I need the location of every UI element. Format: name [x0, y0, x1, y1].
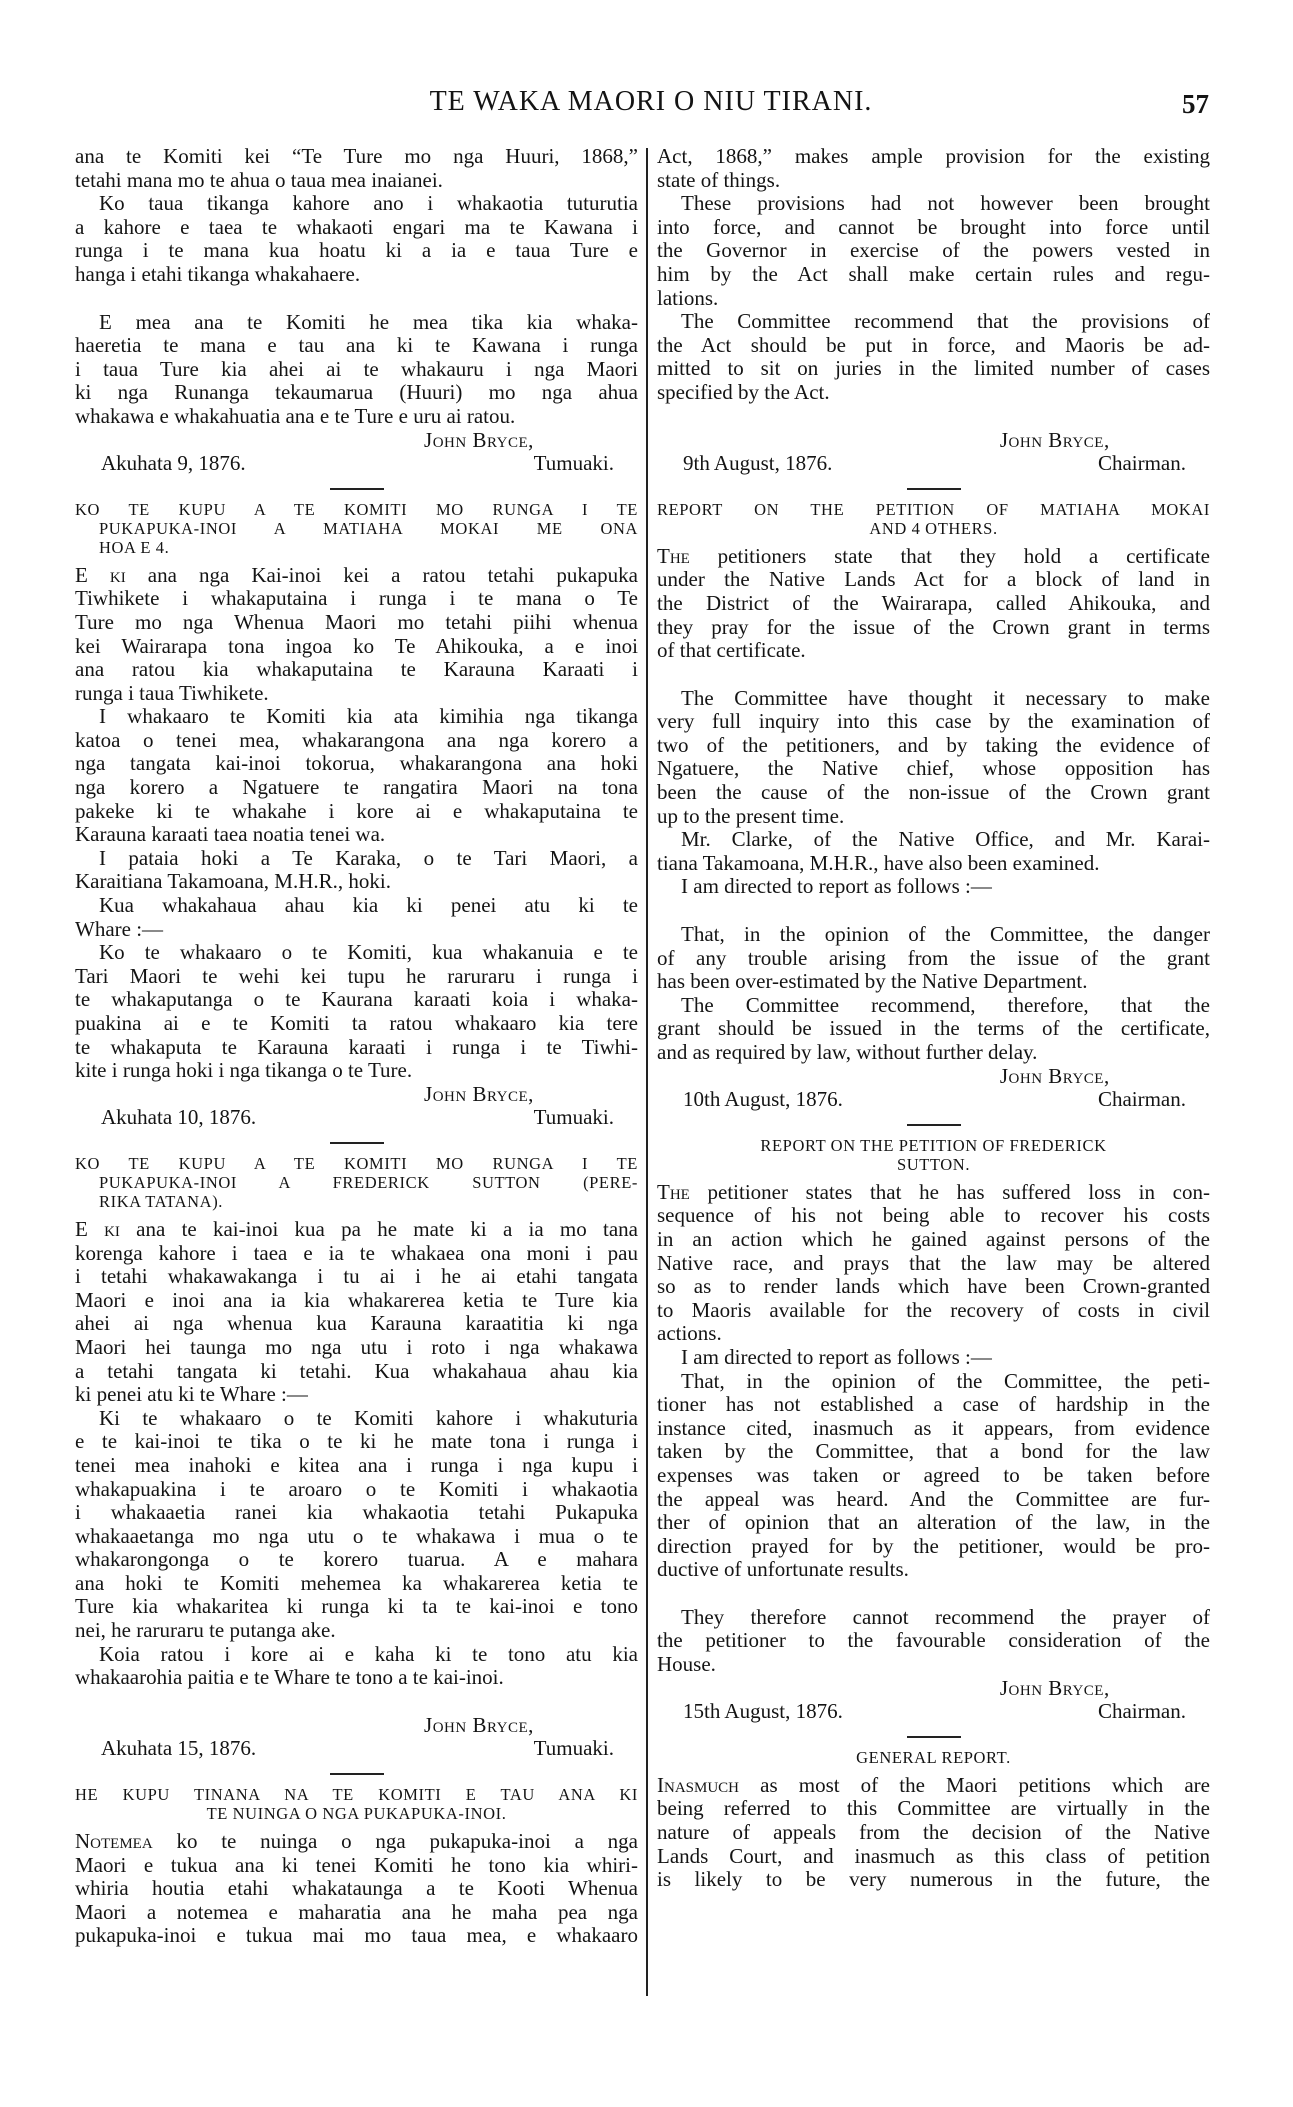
paragraph-line: they pray for the issue of the Crown grant in terms — [657, 614, 1210, 639]
paragraph-line: I whakaaro te Komiti kia ata kimihia nga tikanga — [99, 704, 638, 729]
paragraph-line-text: petitioners state that they hold a certificate — [689, 543, 1210, 568]
signature-date: Akuhata 15, 1876. — [101, 1736, 257, 1761]
section-heading-line: HE KUPU TINANA NA TE KOMITI E TAU ANA KI — [75, 1785, 638, 1805]
paragraph-line: korenga kahore i taea e ia te whakaea ona moni i pau — [75, 1240, 638, 1265]
paragraph — [75, 705, 638, 847]
paragraph-line — [75, 564, 638, 588]
signature-date: 15th August, 1876. — [683, 1699, 843, 1724]
paragraph-line — [657, 545, 1210, 569]
paragraph-line: under the Native Lands Act for a block of land in — [657, 567, 1210, 592]
paragraph-line: taken by the Committee, that a bond for the law — [657, 1439, 1210, 1464]
paragraph-line: in an action which he gained against persons of the — [657, 1226, 1210, 1251]
section-heading — [657, 1748, 1210, 1767]
section-heading — [657, 500, 1210, 538]
paragraph — [75, 941, 638, 1083]
paragraph-line: ana hoki te Komiti mehemea ka whakarerea ketia te — [75, 1570, 638, 1595]
paragraph — [75, 1218, 638, 1407]
paragraph-line: nga tangata kai-inoi tokorua, whakarangona ana hoki — [75, 751, 638, 776]
paragraph-line: been the cause of the non-issue of the Crown grant — [657, 780, 1210, 805]
paragraph-line: ana ratou kia whakaputaina te Karauna Karaati i — [75, 657, 638, 682]
signature-name: John Bryce, — [999, 427, 1110, 452]
paragraph-line: mitted to sit on juries in the limited number of cases — [657, 356, 1210, 381]
paragraph-line: Karaitiana Takamoana, M.H.R., hoki. — [75, 869, 391, 894]
signature-date-row — [657, 452, 1210, 476]
section-heading — [75, 1154, 638, 1211]
signature-date: Akuhata 10, 1876. — [101, 1105, 257, 1130]
paragraph-line: of any trouble arising from the issue of the grant — [657, 945, 1210, 970]
section-rule — [330, 1142, 384, 1144]
paragraph — [657, 828, 1210, 875]
signature-name: John Bryce, — [999, 1675, 1110, 1700]
paragraph-line: is likely to be very numerous in the future, the — [657, 1867, 1210, 1892]
paragraph-line: Whare :— — [75, 916, 164, 941]
page-header — [0, 84, 1293, 120]
paragraph-line: House. — [657, 1652, 716, 1677]
paragraph-line: the Act should be put in force, and Maoris be ad- — [657, 332, 1210, 357]
signature-name: John Bryce, — [424, 1081, 534, 1106]
paragraph — [657, 1774, 1210, 1892]
paragraph-line: Ture mo nga Whenua Maori mo tetahi piihi whenua — [75, 609, 638, 634]
paragraph — [657, 545, 1210, 663]
paragraph-line: Ture kia whakaritea ki runga ki ta te kai-inoi e tono — [75, 1594, 638, 1619]
paragraph-line: Tiwhikete i whakaputaina i runga i te mana o Te — [75, 586, 638, 611]
section-heading-line: TE NUINGA O NGA PUKAPUKA-INOI. — [206, 1804, 507, 1824]
signature-name: John Bryce, — [424, 1712, 534, 1737]
left-column — [75, 145, 638, 1948]
paragraph-line: ki nga Runanga tekaumarua (Huuri) mo nga ahua — [75, 380, 638, 405]
paragraph-line: whiria houtia etahi whakataunga a te Kooti Whenua — [75, 1876, 638, 1901]
signature-date-row — [75, 1106, 638, 1130]
paragraph-line: whakaaetanga mo nga utu o te whakawa i mua o te — [75, 1523, 638, 1548]
paragraph-line: The Committee recommend that the provisions of — [681, 309, 1210, 334]
paragraph-line: Maori hei taunga mo nga utu i roto i nga whakawa — [75, 1334, 638, 1359]
section-heading-line: KO TE KUPU A TE KOMITI MO RUNGA I TE — [75, 499, 638, 519]
paragraph-line: up to the present time. — [657, 803, 845, 828]
paragraph-line: whakarongonga o te korero tuarua. A e mahara — [75, 1547, 638, 1572]
paragraph — [657, 994, 1210, 1065]
paragraph-line-text: ana nga Kai-inoi kei a ratou tetahi pukapuka — [125, 562, 639, 587]
signature-block — [657, 1065, 1210, 1112]
section-rule — [907, 1736, 961, 1738]
paragraph-line: I am directed to report as follows :— — [681, 1344, 992, 1369]
paragraph-line: the petitioner to the favourable consideration of the — [657, 1628, 1210, 1653]
paragraph — [657, 1606, 1210, 1677]
paragraph-line: very full inquiry into this case by the examination of — [657, 709, 1210, 734]
paragraph — [657, 1346, 1210, 1370]
paragraph — [657, 1181, 1210, 1346]
paragraph — [75, 564, 638, 706]
paragraph-line: te whakaputanga o te Kaurana karaati koia i whaka- — [75, 987, 638, 1012]
paragraph — [657, 923, 1210, 994]
paragraph-line: the appeal was heard. And the Committee are fur- — [657, 1486, 1210, 1511]
paragraph-lead-word: Inasmuch — [657, 1772, 740, 1797]
paragraph-line: i taua Ture kia ahei ai te whakauru i nga Maori — [75, 356, 638, 381]
paragraph-line: Lands Court, and inasmuch as this class of petition — [657, 1843, 1210, 1868]
section-heading-line: REPORT ON THE PETITION OF MATIAHA MOKAI — [657, 499, 1210, 519]
paragraph-line: Ngatuere, the Native chief, whose opposition has — [657, 756, 1210, 781]
paragraph-line: has been over-estimated by the Native Department. — [657, 969, 1088, 994]
section-rule — [330, 488, 384, 490]
paragraph-line: hanga i etahi tikanga whakahaere. — [75, 261, 361, 286]
paragraph-line: ahei ai nga whenua kua Karauna karaatitia ki nga — [75, 1311, 638, 1336]
signature-block — [657, 1677, 1210, 1724]
paragraph-lead-word: E ki — [75, 1216, 120, 1241]
signature-date-row — [75, 1737, 638, 1761]
section-heading-line: REPORT ON THE PETITION OF FREDERICK — [760, 1135, 1107, 1155]
paragraph-line: runga i taua Tiwhikete. — [75, 680, 269, 705]
paragraph-line: Ki te whakaaro o te Komiti kahore i whakuturia — [99, 1405, 638, 1430]
paragraph-lead-word: The — [657, 1179, 690, 1204]
paragraph-line: tenei mea inahoki e kitea ana i runga i nga kupu i — [75, 1452, 638, 1477]
section-heading-line: PUKAPUKA-INOI A FREDERICK SUTTON (PERE- — [99, 1172, 638, 1192]
section-heading-line: SUTTON. — [896, 1154, 971, 1174]
paragraph-line: Maori e inoi ana ia kia whakarerea ketia te Ture kia — [75, 1287, 638, 1312]
paragraph-line: E mea ana te Komiti he mea tika kia whaka- — [99, 309, 638, 334]
paragraph — [75, 1407, 638, 1643]
paragraph-line: a tetahi tangata ki tetahi. Kua whakahaua ahau kia — [75, 1358, 638, 1383]
paragraph — [75, 311, 638, 429]
paragraph-line: tiana Takamoana, M.H.R., have also been examined. — [657, 850, 1100, 875]
paragraph-line: nga korero a Ngatuere te rangatira Maori na tona — [75, 775, 638, 800]
paragraph-line — [75, 1830, 638, 1854]
signature-title: Tumuaki. — [533, 1105, 614, 1130]
paragraph-line: the Governor in exercise of the powers vested in — [657, 238, 1210, 263]
section-heading-line: HOA E 4. — [99, 537, 170, 557]
paragraph-line: e te kai-inoi te tika o te ki he mate tona i runga i — [75, 1429, 638, 1454]
paragraph-line-text: petitioner states that he has suffered loss in con- — [689, 1179, 1210, 1204]
signature-title: Chairman. — [1097, 1087, 1186, 1112]
paragraph — [657, 1370, 1210, 1582]
signature-date: 10th August, 1876. — [683, 1087, 843, 1112]
paragraph-line-text: ko te nuinga o nga pukapuka-inoi a nga — [152, 1829, 638, 1854]
paragraph-line: katoa o tenei mea, whakarangona ana nga korero a — [75, 727, 638, 752]
page-title: TE WAKA MAORI O NIU TIRANI. — [429, 86, 873, 117]
paragraph-line: and as required by law, without further delay. — [657, 1040, 1038, 1064]
paragraph-line: whakawa e whakahuatia ana e te Ture e uru ai ratou. — [75, 403, 516, 428]
paragraph-line: ana te Komiti kei “Te Ture mo nga Huuri, 1868,” — [75, 144, 638, 168]
signature-title: Tumuaki. — [533, 1736, 614, 1761]
paragraph-line: They therefore cannot recommend the prayer of — [681, 1604, 1210, 1629]
paragraph — [75, 847, 638, 894]
paragraph-line: tetahi mana mo te ahua o taua mea inaianei. — [75, 167, 443, 192]
signature-title: Chairman. — [1097, 451, 1186, 476]
paragraph-line-text: ana te kai-inoi kua pa he mate ki a ia mo tana — [119, 1216, 639, 1241]
section-heading — [75, 500, 638, 557]
signature-title: Tumuaki. — [533, 451, 614, 476]
paragraph-line: so as to render lands which have been Crown-granted — [657, 1274, 1210, 1299]
section-heading-line: RIKA TATANA). — [99, 1191, 224, 1211]
signature-date-row — [657, 1700, 1210, 1724]
paragraph-line: two of the petitioners, and by taking the evidence of — [657, 732, 1210, 757]
paragraph-line: kei Wairarapa tona ingoa ko Te Ahikouka, a e inoi — [75, 633, 638, 658]
paragraph-line: Maori a notemea e maharatia ana he maha pea nga — [75, 1899, 638, 1924]
paragraph-line: direction prayed for by the petitioner, would be pro- — [657, 1533, 1210, 1558]
paragraph-line — [75, 1218, 638, 1242]
paragraph-lead-word: E ki — [75, 562, 126, 587]
paragraph-line: nei, he raruraru te putanga ake. — [75, 1618, 336, 1643]
right-column — [657, 145, 1210, 1892]
paragraph-line: Karauna karaati taea noatia tenei wa. — [75, 822, 386, 847]
paragraph — [75, 145, 638, 192]
section-heading — [75, 1785, 638, 1823]
paragraph — [75, 1643, 638, 1690]
paragraph — [657, 875, 1210, 899]
signature-name: John Bryce, — [424, 427, 534, 452]
paragraph-line: Maori e tukua ana ki tenei Komiti he tono kia whiri- — [75, 1852, 638, 1877]
paragraph-line: Ko te whakaaro o te Komiti, kua whakanuia e te — [99, 940, 638, 965]
paragraph-line: instance cited, inasmuch as it appears, from evidence — [657, 1415, 1210, 1440]
paragraph-line: I am directed to report as follows :— — [681, 874, 992, 899]
signature-date: 9th August, 1876. — [683, 451, 833, 476]
section-heading-line: KO TE KUPU A TE KOMITI MO RUNGA I TE — [75, 1153, 638, 1173]
paragraph — [75, 192, 638, 286]
paragraph-line: to Maoris available for the recovery of costs in civil — [657, 1297, 1210, 1322]
signature-date-row — [75, 452, 638, 476]
paragraph-line: nature of appeals from the decision of the Native — [657, 1820, 1210, 1845]
paragraph-line: tioner has not established a case of hardship in the — [657, 1392, 1210, 1417]
paragraph-line: whakaarohia paitia e te Whare te tono a te kai-inoi. — [75, 1665, 504, 1690]
paragraph-line: expenses was taken or agreed to be taken before — [657, 1462, 1210, 1487]
section-heading-line: GENERAL REPORT. — [856, 1747, 1011, 1767]
paragraph-line: a kahore e taea te whakaoti engari ma te Kawana i — [75, 214, 638, 239]
paragraph — [657, 310, 1210, 404]
paragraph-line: ther of opinion that an alteration of the law, in the — [657, 1510, 1210, 1535]
paragraph-line: sequence of his not being able to recover his costs — [657, 1203, 1210, 1228]
section-rule — [330, 1773, 384, 1775]
paragraph-line: of that certificate. — [657, 638, 806, 663]
paragraph-line: ki penei atu ki te Whare :— — [75, 1382, 308, 1407]
page-number: 57 — [1182, 89, 1209, 119]
section-heading-line: AND 4 OTHERS. — [869, 518, 998, 538]
signature-block — [657, 429, 1210, 476]
paragraph — [657, 687, 1210, 829]
signature-date: Akuhata 9, 1876. — [101, 451, 246, 476]
paragraph-line: Act, 1868,” makes ample provision for the existing — [657, 144, 1210, 168]
paragraph-lead-word: Notemea — [75, 1829, 153, 1854]
paragraph-line: The Committee have thought it necessary to make — [681, 685, 1210, 710]
paragraph-line-text: as most of the Maori petitions which are — [739, 1772, 1210, 1797]
paragraph-line: i tetahi whakawakanga i tu ai i he ai etahi tangata — [75, 1264, 638, 1289]
paragraph-line: I pataia hoki a Te Karaka, o te Tari Maori, a — [99, 845, 638, 870]
section-rule — [907, 1124, 961, 1126]
paragraph-line: whakapuakina i te aroaro o te Komiti i whakaotia — [75, 1476, 638, 1501]
paragraph-line: i whakaaetia ranei kia whakaotia tetahi Pukapuka — [75, 1500, 638, 1525]
paragraph-line: into force, and cannot be brought into force until — [657, 214, 1210, 239]
paragraph-line: Ko taua tikanga kahore ano i whakaotia tuturutia — [99, 191, 638, 216]
paragraph-line: The Committee recommend, therefore, that the — [681, 992, 1210, 1017]
paragraph-line: Mr. Clarke, of the Native Office, and Mr. Karai- — [681, 827, 1210, 852]
paragraph-lead-word: The — [657, 543, 690, 568]
paragraph-line — [657, 1774, 1210, 1798]
paragraph-line: puakina ai e te Komiti ta ratou whakaaro kia tere — [75, 1011, 638, 1035]
paragraph-line: Kua whakahaua ahau kia ki penei atu ki te — [99, 893, 638, 918]
paragraph-line: being referred to this Committee are virtually in the — [657, 1796, 1210, 1821]
paragraph-line: te whakaputa te Karauna karaati i runga i te Tiwhi- — [75, 1034, 638, 1059]
paragraph-line: ductive of unfortunate results. — [657, 1557, 909, 1582]
paragraph-line: state of things. — [657, 167, 781, 192]
paragraph-line: Native race, and prays that the law may be altered — [657, 1250, 1210, 1275]
paragraph-line: haeretia te mana e tau ana ki te Kawana i runga — [75, 333, 638, 358]
paragraph-line: runga i te mana kua hoatu ki a ia e taua Ture e — [75, 238, 638, 263]
paragraph-line: These provisions had not however been brought — [681, 191, 1210, 216]
paragraph-line: lations. — [657, 285, 719, 310]
paragraph-line — [657, 1181, 1210, 1205]
paragraph-line: That, in the opinion of the Committee, the danger — [681, 922, 1210, 947]
paragraph-line: him by the Act shall make certain rules and regu- — [657, 261, 1210, 286]
paragraph-line: the District of the Wairarapa, called Ahikouka, and — [657, 590, 1210, 615]
paragraph-line: pukapuka-inoi e tukua mai mo taua mea, e whakaaro — [75, 1923, 638, 1948]
paragraph-line: specified by the Act. — [657, 379, 830, 404]
signature-block — [75, 1083, 638, 1130]
paragraph — [75, 1830, 638, 1948]
signature-date-row — [657, 1088, 1210, 1112]
paragraph-line: Koia ratou i kore ai e kaha ki te tono atu kia — [99, 1641, 638, 1666]
paragraph-line: kite i runga hoki i nga tikanga o te Ture. — [75, 1058, 413, 1083]
paragraph — [657, 145, 1210, 192]
signature-title: Chairman. — [1097, 1699, 1186, 1724]
paragraph-line: pakeke ki te whakahe i kore ai e whakaputaina te — [75, 798, 638, 823]
paragraph-line: grant should be issued in the terms of the certificate, — [657, 1016, 1210, 1041]
column-divider — [646, 148, 648, 1996]
section-heading-line: PUKAPUKA-INOI A MATIAHA MOKAI ME ONA — [99, 518, 638, 538]
section-heading — [657, 1136, 1210, 1174]
paragraph-line: actions. — [657, 1321, 722, 1346]
paragraph — [657, 192, 1210, 310]
section-rule — [907, 488, 961, 490]
paragraph-line: Tari Maori te wehi kei tupu he raruraru i runga i — [75, 963, 638, 988]
signature-block — [75, 429, 638, 476]
paragraph-line: That, in the opinion of the Committee, the peti- — [681, 1368, 1210, 1393]
signature-name: John Bryce, — [999, 1063, 1110, 1088]
paragraph — [75, 894, 638, 941]
signature-block — [75, 1714, 638, 1761]
